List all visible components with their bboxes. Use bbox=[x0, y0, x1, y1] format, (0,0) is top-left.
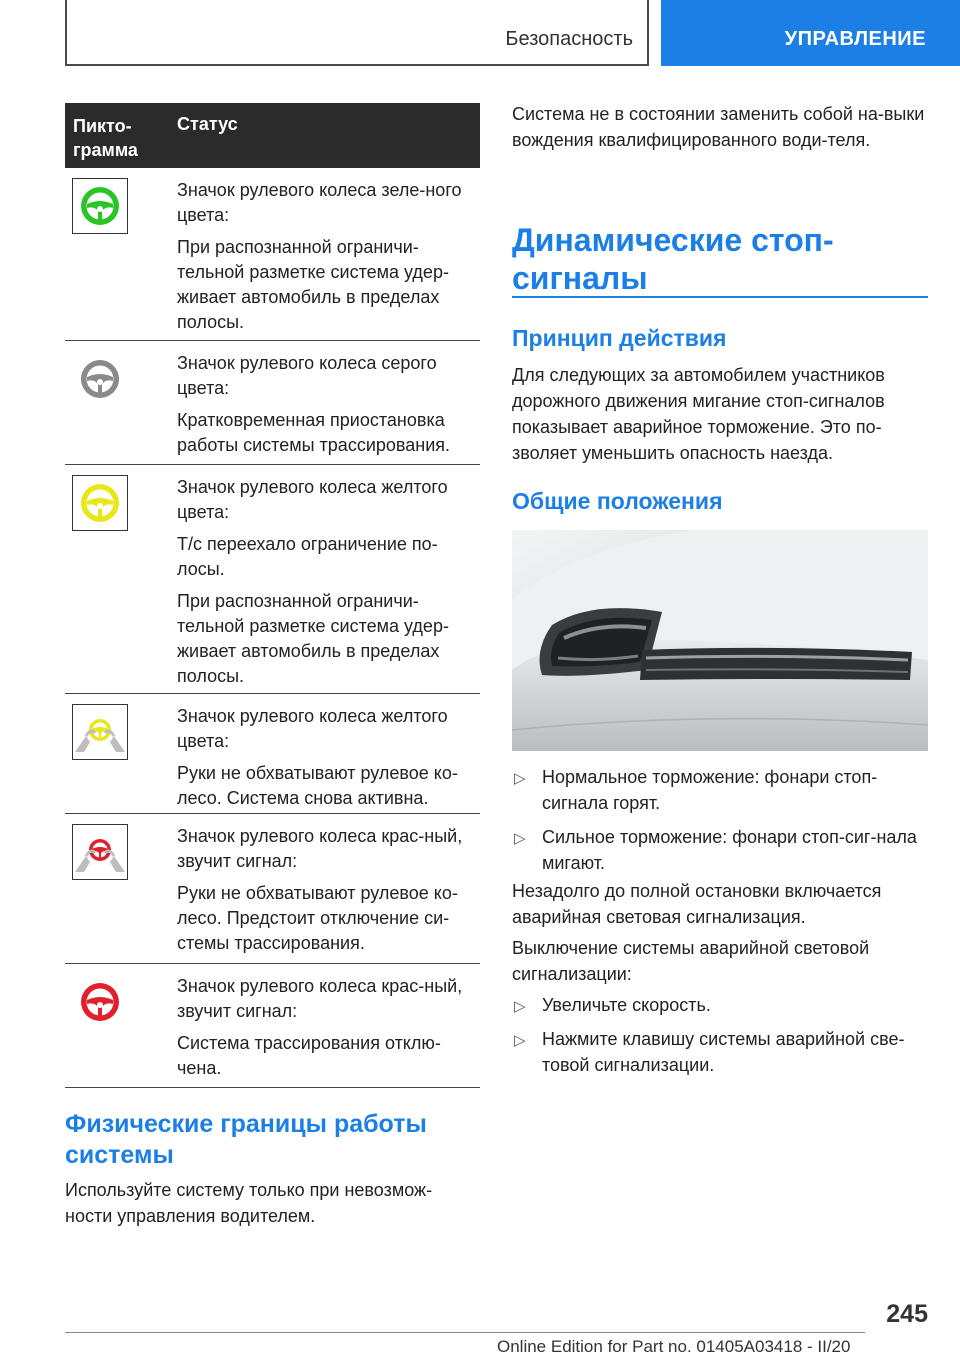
section-heading-general: Общие положения bbox=[512, 488, 723, 514]
table-row bbox=[65, 341, 480, 465]
intro-paragraph: Система не в состоянии заменить собой на-выки вождения квалифицированного води-теля. bbox=[512, 104, 925, 150]
row-status-title: Значок рулевого колеса желтого цвета: bbox=[177, 477, 448, 522]
section-heading-principle: Принцип действия bbox=[512, 325, 727, 351]
steering-wheel-yellow-icon bbox=[72, 475, 128, 531]
table-row bbox=[65, 964, 480, 1088]
hands-on-wheel-red-icon bbox=[72, 824, 128, 880]
row-status-title: Значок рулевого колеса зеле-ного цвета: bbox=[177, 180, 462, 225]
table-row bbox=[65, 465, 480, 694]
list-item-text: Нажмите клавишу системы аварийной све-товой сигнализации. bbox=[542, 1029, 905, 1075]
table-header-status: Статус bbox=[177, 114, 238, 134]
title-divider bbox=[512, 296, 928, 298]
footer-edition: Online Edition for Part no. 01405A03418 - II/20 bbox=[497, 1337, 851, 1356]
list-item bbox=[512, 1026, 928, 1078]
system-limits-text: Используйте систему только при невозмож-ности управления водителем. bbox=[65, 1180, 433, 1226]
list-item bbox=[512, 992, 928, 1018]
page-title: Динамические стоп-сигналы bbox=[512, 222, 834, 296]
tail-light-photo bbox=[512, 530, 928, 751]
steering-wheel-green-icon bbox=[72, 178, 128, 234]
row-status-desc: Т/с переехало ограничение по-лосы. bbox=[177, 534, 438, 579]
principle-paragraph: Для следующих за автомобилем участников дорожного движения мигание стоп-сигналов показывает аварийное торможение. Это по-зволяет уменьшить опасность наезда. bbox=[512, 365, 885, 463]
hazard-off-paragraph: Выключение системы аварийной световой сигнализации: bbox=[512, 938, 870, 984]
braking-list bbox=[512, 764, 928, 884]
footer-divider bbox=[65, 1332, 865, 1333]
hands-on-wheel-yellow-icon bbox=[72, 704, 128, 760]
bullet-triangle-icon: ▷ bbox=[514, 830, 526, 847]
list-item bbox=[512, 764, 928, 816]
list-item bbox=[512, 824, 928, 876]
row-status-title: Значок рулевого колеса крас-ный, звучит сигнал: bbox=[177, 976, 463, 1021]
hazard-info-paragraph: Незадолго до полной остановки включается аварийная световая сигнализация. bbox=[512, 881, 882, 927]
bullet-triangle-icon: ▷ bbox=[514, 1032, 526, 1049]
list-item-text: Сильное торможение: фонари стоп-сиг-нала мигают. bbox=[542, 827, 917, 873]
row-status-desc: Кратковременная приостановка работы системы трассирования. bbox=[177, 410, 451, 455]
table-row bbox=[65, 694, 480, 814]
row-status-desc: При распознанной ограничи-тельной разметке система удер-живает автомобиль в пределах полосы. bbox=[177, 237, 449, 332]
hazard-off-list bbox=[512, 992, 928, 1086]
row-status-title: Значок рулевого колеса желтого цвета: bbox=[177, 706, 448, 751]
table-row bbox=[65, 814, 480, 964]
table-row bbox=[65, 168, 480, 341]
section-heading-system-limits: Физические границы работы системы bbox=[65, 1110, 427, 1169]
row-status-desc: Система трассирования отклю-чена. bbox=[177, 1033, 441, 1078]
bullet-triangle-icon: ▷ bbox=[514, 770, 526, 787]
row-status-title: Значок рулевого колеса крас-ный, звучит сигнал: bbox=[177, 826, 463, 871]
list-item-text: Нормальное торможение: фонари стоп-сигнала горят. bbox=[542, 767, 878, 813]
table-header bbox=[65, 103, 480, 168]
row-status-desc: Руки не обхватывают рулевое ко-лесо. Система снова активна. bbox=[177, 763, 458, 808]
steering-wheel-red-icon bbox=[72, 974, 128, 1030]
row-status-desc: При распознанной ограничи-тельной разметке система удер-живает автомобиль в пределах полосы. bbox=[177, 591, 449, 686]
table-header-pictogram: Пикто-грамма bbox=[73, 116, 138, 160]
steering-wheel-gray-icon bbox=[72, 351, 128, 407]
page-number: 245 bbox=[886, 1300, 928, 1328]
row-status-title: Значок рулевого колеса серого цвета: bbox=[177, 353, 437, 398]
header-chapter-tab: УПРАВЛЕНИЕ bbox=[661, 0, 960, 66]
row-status-desc: Руки не обхватывают рулевое ко-лесо. Предстоит отключение си-стемы трассирования. bbox=[177, 883, 458, 953]
bullet-triangle-icon: ▷ bbox=[514, 998, 526, 1015]
pictogram-status-table bbox=[65, 103, 480, 1088]
header-section-title: Безопасность bbox=[505, 28, 633, 50]
list-item-text: Увеличьте скорость. bbox=[542, 995, 711, 1015]
header-section-box bbox=[65, 0, 649, 66]
